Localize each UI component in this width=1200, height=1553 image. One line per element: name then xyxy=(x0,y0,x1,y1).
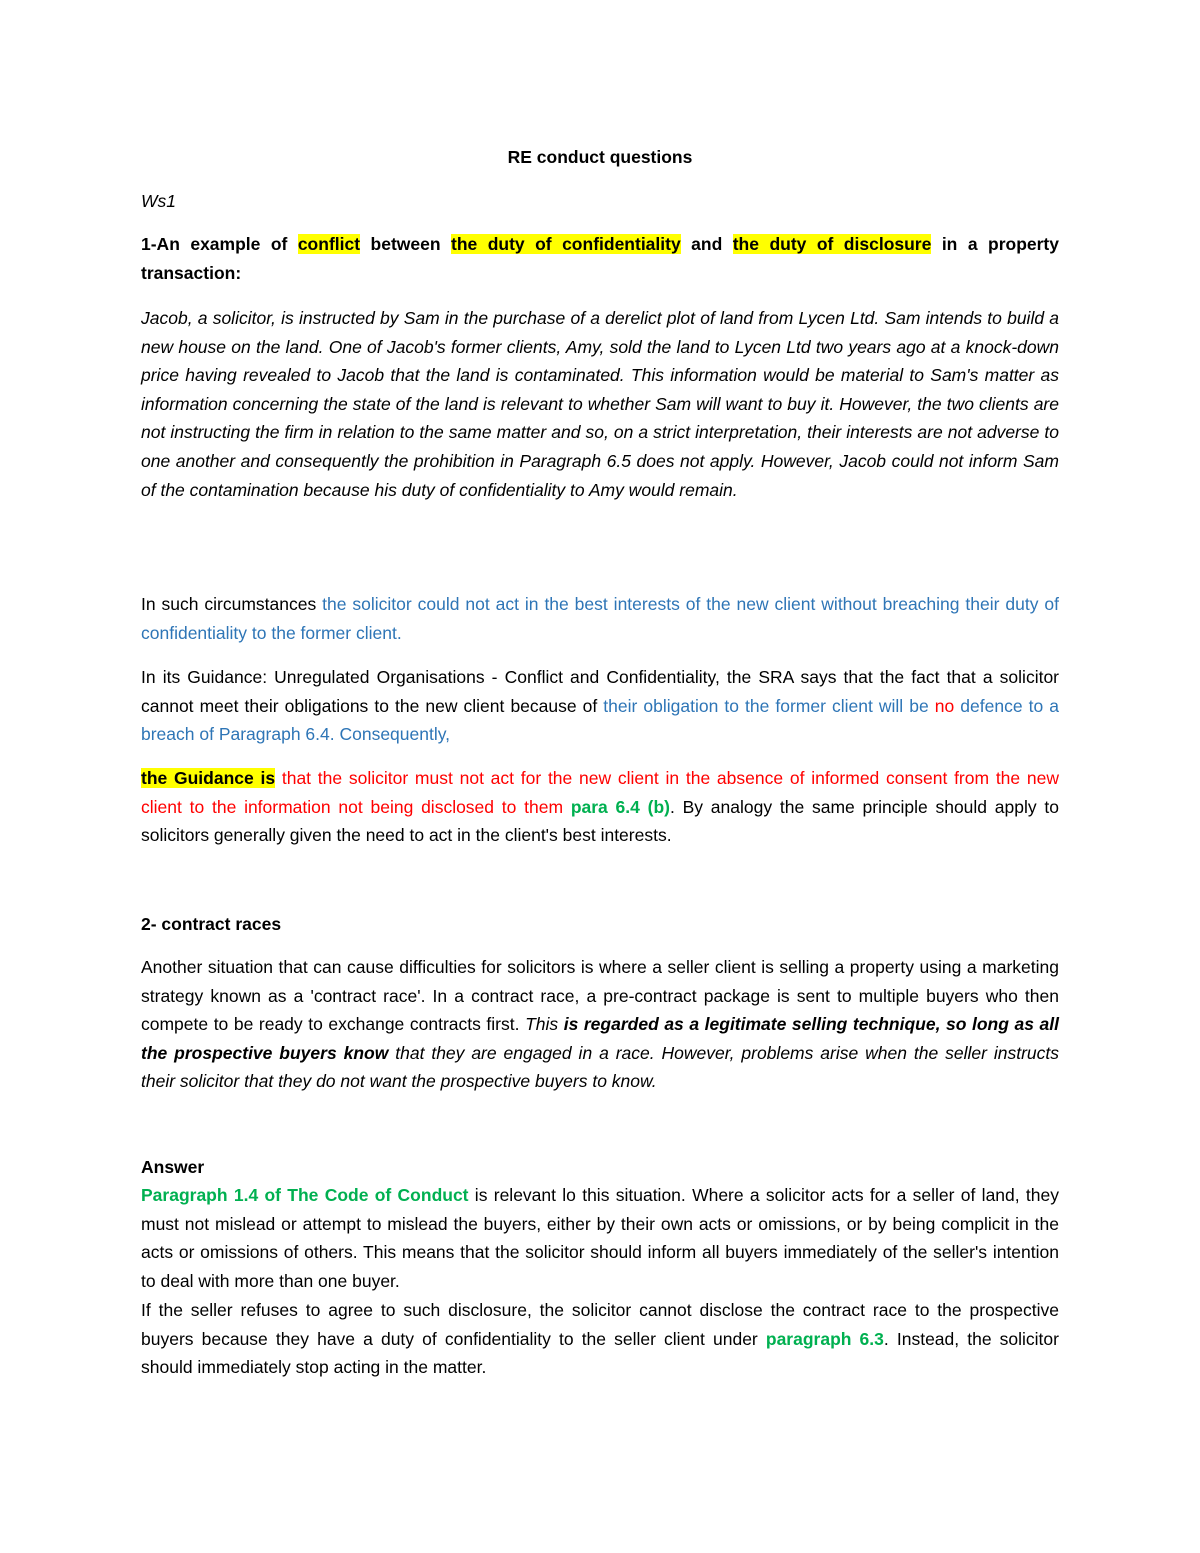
answer-paragraph-2: If the seller refuses to agree to such disclosure, the solicitor cannot disclose the contract race to the prospective buyers because they have a duty of confidentiality to the seller client under paragraph 6.3. Instead, the solicitor should immediately stop acting in the matter. xyxy=(141,1300,1059,1378)
answer-paragraph-1: Paragraph 1.4 of The Code of Conduct is relevant lo this situation. Where a solicitor acts for a seller of land, they must not mislead or attempt to mislead the buyers, either by their own acts or omissions, or by being complicit in the acts or omissions of others. This means that the solicitor should inform all buyers immediately of the seller's intention to deal with more than one buyer. xyxy=(141,1185,1059,1291)
answer-heading: Answer xyxy=(141,1157,205,1177)
contract-races-paragraph: Another situation that can cause difficulties for solicitors is where a seller client is selling a property using a marketing strategy known as a 'contract race'. In a contract race, a pre-contract package is sent to multiple buyers who then compete to be ready to exchange contracts first. This is regarded as a legitimate selling technique, so long as all the prospective buyers know that they are engaged in a race. However, problems arise when the seller instructs their solicitor that they do not want the prospective buyers to know. xyxy=(141,957,1059,1092)
ws-label: Ws1 xyxy=(141,191,176,211)
guidance-conclusion-paragraph: the Guidance is that the solicitor must not act for the new client in the absence of informed consent from the new client to the information not being disclosed to them para 6.4 (b). By analogy the same principle should apply to solicitors generally given the need to act in the client's best interests. xyxy=(141,768,1060,846)
question-1-heading: 1-An example of conflict between the duty of confidentiality and the duty of disclosure in a property transaction: xyxy=(141,234,1059,283)
question-2-heading: 2- contract races xyxy=(141,914,282,934)
document-title: RE conduct questions xyxy=(507,147,693,167)
example-paragraph: Jacob, a solicitor, is instructed by Sam in the purchase of a derelict plot of land from Lycen Ltd. Sam intends to build a new house on the land. One of Jacob's former clients, Amy, sold the land to Lycen Ltd two years ago at a knock-down price having revealed to Jacob that the land is contaminated. This information would be material to Sam's matter as information concerning the state of the land is relevant to whether Sam will want to buy it. However, the two clients are not instructing the firm in relation to the same matter and so, on a strict interpretation, their interests are not adverse to one another and consequently the prohibition in Paragraph 6.5 does not apply. However, Jacob could not inform Sam of the contamination because his duty of confidentiality to Amy would remain. xyxy=(141,308,1059,500)
circumstances-paragraph: In such circumstances the solicitor could not act in the best interests of the new client without breaching their duty of confidentiality to the former client. xyxy=(141,594,1059,643)
guidance-paragraph: In its Guidance: Unregulated Organisations - Conflict and Confidentiality, the SRA says that the fact that a solicitor cannot meet their obligations to the new client because of their obligation to the former client will be no defence to a breach of Paragraph 6.4. Consequently, xyxy=(141,667,1059,745)
